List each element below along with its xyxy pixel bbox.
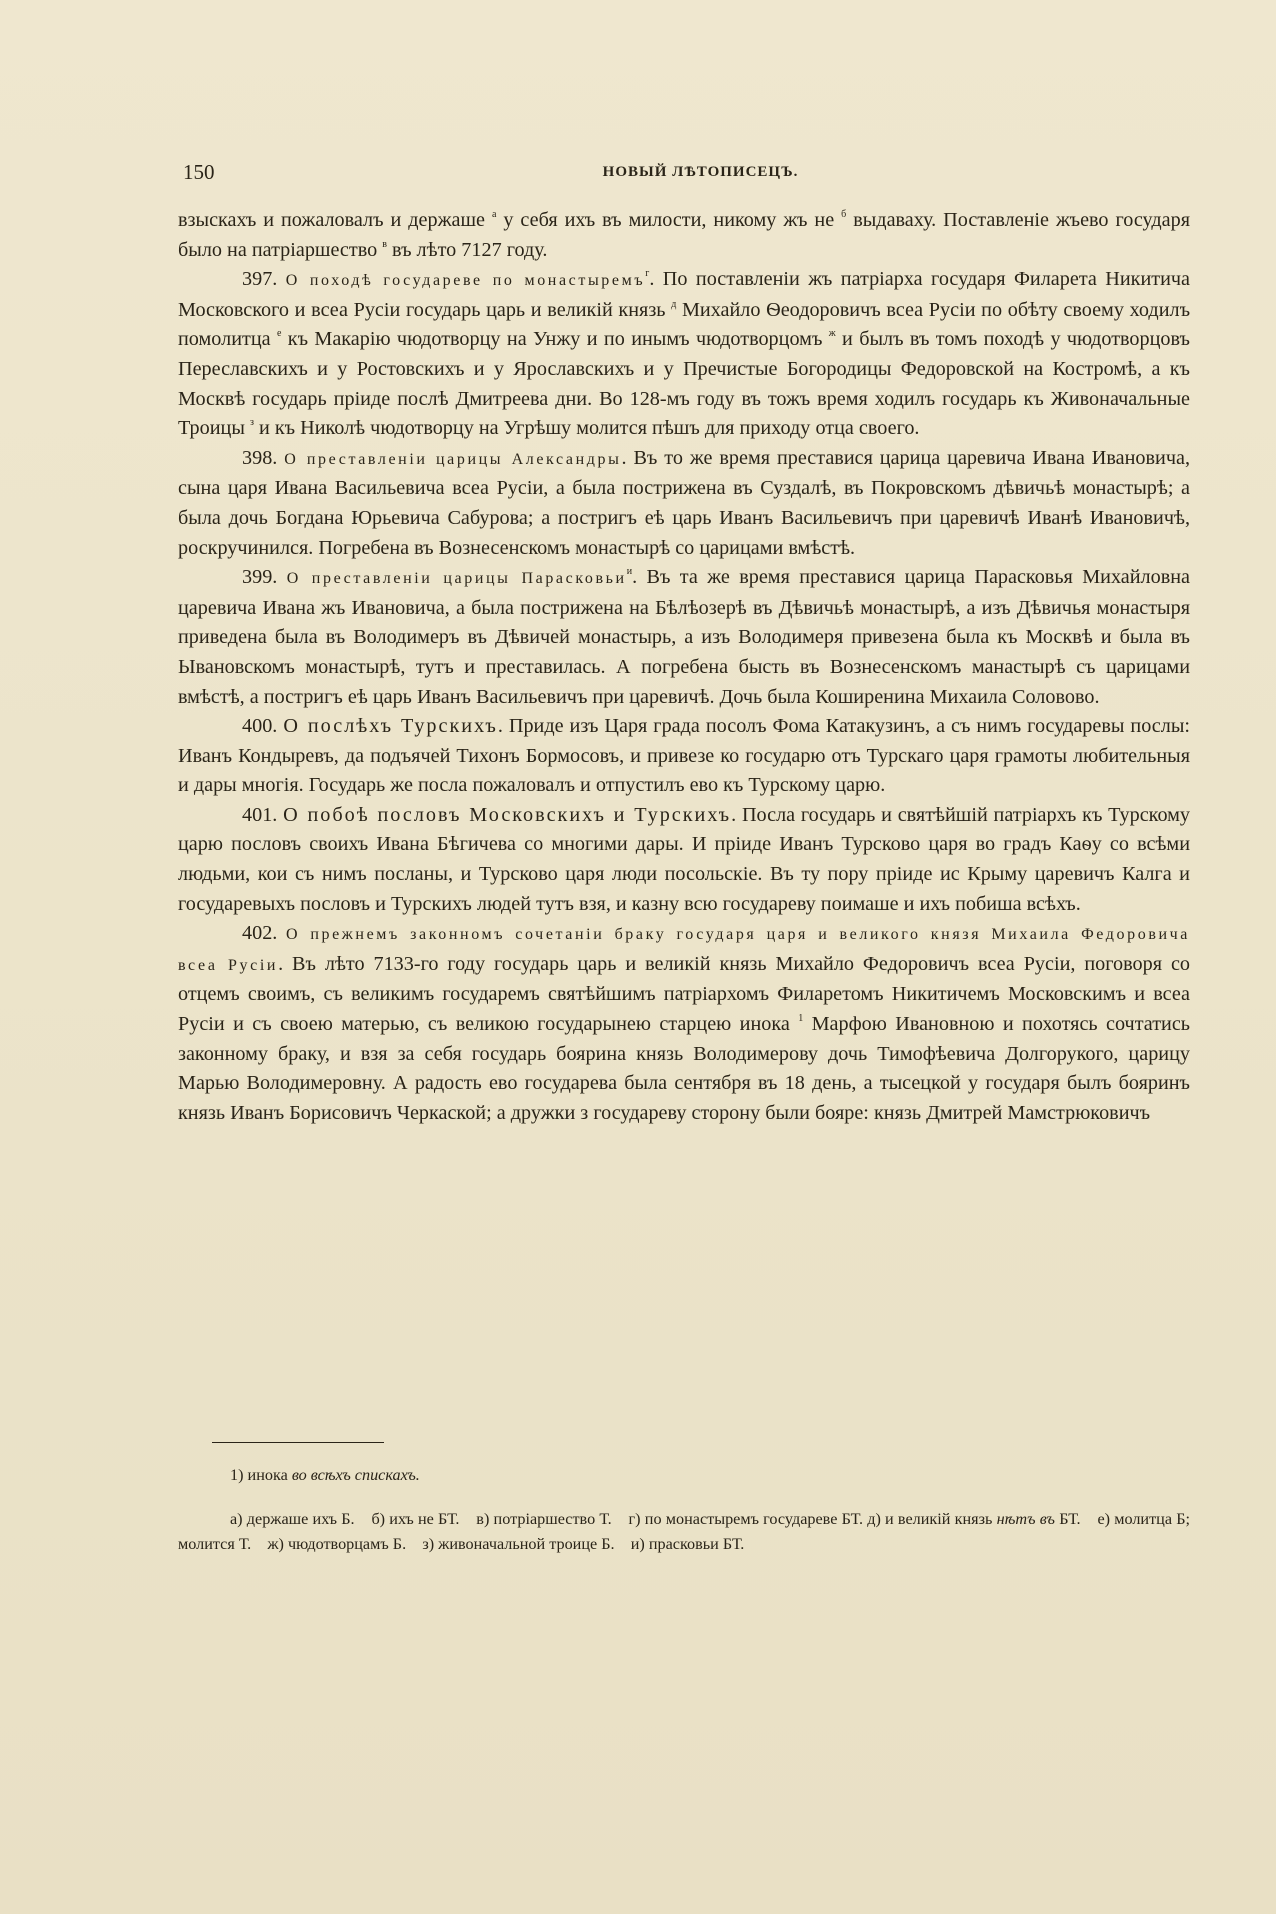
variant-marker: а <box>491 209 497 220</box>
chapter-title: О прежнемъ законномъ сочетаніи браку государя царя и великого князя Михаила Федоровича всеа Русіи <box>178 926 1191 974</box>
variant-marker: г <box>645 268 650 280</box>
variant-marker: е <box>276 328 282 340</box>
page-number: 150 <box>183 160 215 184</box>
chapter-title: О послѣхъ Турскихъ <box>283 715 498 738</box>
chapter-number: 399. <box>242 566 278 589</box>
variant-marker: ж <box>828 328 836 340</box>
chapter-398: 398. О преставленіи царицы Александры. Въ то же время преставися царица царевича Ивана Ивановича, сына царя Ивана Васильевича всеа Русіи, а была пострижена въ Суздалѣ, въ Покровскомъ дѣвичьѣ монастырѣ; а была дочь Богдана Юрьевича Сабурова; а постригъ еѣ царь Иванъ Васильевичъ при царевичѣ Иванѣ Ивановичѣ, роскручинился. Погребена въ Вознесенскомъ монастырѣ со царицами вмѣстѣ. <box>178 446 1191 559</box>
chapter-401: 401. О побоѣ пословъ Московскихъ и Турскихъ. Посла государь и святѣйшій патріархъ къ Турскому царю пословъ своихъ Ивана Бѣгичева со многими дары. И пріиде Иванъ Турсково царя во градъ Каѳу со всѣми людьми, кои съ нимъ посланы, и Турсково царя люди посольскіе. Въ ту пору пріиде ис Крыму царевичъ Калга и государевыхъ пословъ и Турскихъ людей тутъ взя, и казну всю государеву поимаше и ихъ побиша всѣхъ. <box>178 803 1191 915</box>
footnote-divider <box>212 1442 384 1443</box>
chapter-number: 402. <box>242 922 278 945</box>
variant-readings: а) держаше ихъ Б. б) ихъ не БТ. в) потріаршество Т. г) по монастыремъ государеве БТ. д) и великій князь нѣтъ въ БТ. е) молитца Б; молится Т. ж) чюдотворцамъ Б. з) живоначальной троице Б. и) прасковьи БТ. <box>178 1509 1191 1553</box>
chapter-400: 400. О послѣхъ Турскихъ. Приде изъ Царя града посолъ Фома Катакузинъ, а съ нимъ государевы послы: Иванъ Кондыревъ, да подъячей Тихонъ Бормосовъ, и привезе ко государю отъ Турскаго царя грамоты любительныя и дары многія. Государь же посла пожаловалъ и отпустилъ ево къ Турскому царю. <box>178 715 1191 797</box>
chapter-number: 401. <box>242 803 278 826</box>
footnote-marker: 1 <box>798 1013 804 1025</box>
footnotes <box>178 1463 1190 1556</box>
chapter-399: 399. О преставленіи царицы Парасковьи$^и$. Въ та же время преставися царица Парасковья Михайловна царевича Ивана жъ Ивановича, а была пострижена на Бѣлѣозерѣ въ Дѣвичьѣ монастырѣ, а изъ Дѣвичья монастыря приведена была въ Володимеръ въ Дѣвичей монастырь, а изъ Володимеря привезена была къ Москвѣ и была въ Ывановскомъ монастырѣ, тутъ и преставилась. А погребена бысть въ Вознесенскомъ манастырѣ съ царицами вмѣстѣ, а постригъ еѣ царь Иванъ Васильевичъ при царевичѣ. Дочь была Коширенина Михаила Соловово. <box>178 566 1191 708</box>
chapter-397: 397. О походѣ государеве по монастыремъ$^г$. По поставленіи жъ патріарха государя Филарета Никитича Московского и всеа Русіи государь царь и великій князь $^д$ Михайло Ѳеодоровичъ всеа Русіи по обѣту своему ходилъ помолитца $^е$ къ Макарію чюдотворцу на Унжу и по инымъ чюдотворцомъ $^ж$ и былъ въ томъ походѣ у чюдотворцовъ Переславскихъ и у Ростовскихъ и у Ярославскихъ и у Пречистые Богородицы Федоровской на Костромѣ, а къ Москвѣ государь пріиде послѣ Дмитреева дни. Во 128-мъ году въ тожъ время ходилъ государь къ Живоначальные Троицы $^з$ и къ Николѣ чюдотворцу на Угрѣшу молится пѣшъ для приходу отца своего. <box>178 268 1191 440</box>
running-title: НОВЫЙ ЛѢТОПИСЕЦЪ. <box>602 164 799 180</box>
chapter-title: О преставленіи царицы Парасковьи <box>286 570 627 588</box>
variant-marker: и <box>626 566 633 578</box>
chapter-number: 400. <box>242 715 278 738</box>
variant-marker: з <box>249 417 254 429</box>
chapter-title: О походѣ государеве по монастыремъ <box>285 272 646 290</box>
footnote-1: 1) инока во всѣхъ спискахъ. <box>230 1466 420 1484</box>
chapter-title: О преставленіи царицы Александры <box>284 450 622 468</box>
main-text <box>178 206 1190 1128</box>
variant-marker: б <box>841 209 847 220</box>
variant-marker: в <box>382 238 387 250</box>
paragraph-continuation: взыскахъ и пожаловалъ и держаше $^а$ у себя ихъ въ милости, никому жъ не $^б$ выдаваху. Поставленіе жъево государя было на патріаршество $^в$ въ лѣто 7127 году. <box>178 209 1190 261</box>
variant-marker: д <box>671 298 677 310</box>
chapter-number: 398. <box>242 446 278 469</box>
chapter-title: О побоѣ пословъ Московскихъ и Турскихъ <box>283 803 732 826</box>
chapter-number: 397. <box>242 268 278 291</box>
chapter-402: 402. О прежнемъ законномъ сочетаніи браку государя царя и великого князя Михаила Федоровича всеа Русіи. Въ лѣто 7133-го году государь царь и великій князь Михайло Федоровичъ всеа Русіи, поговоря со отцемъ своимъ, съ великимъ государемъ святѣйшимъ патріархомъ Филаретомъ Никитичемъ Московскимъ и всеа Русіи и съ своею матерью, съ великою государынею старцею инока $^1$ Марфою Ивановною и похотясь сочтатись законному браку, и взя за себя государь боярина князь Володимерову дочь Тимофѣевича Долгорукого, царицу Марью Володимеровну. А радость ево государева была сентября въ 18 день, а тысецкой у государя былъ бояринъ князь Иванъ Борисовичъ Черкаской; а дружки з государеву сторону были бояре: князь Дмитрей Мамстрюковичъ <box>178 922 1191 1124</box>
page-header <box>183 160 1188 190</box>
